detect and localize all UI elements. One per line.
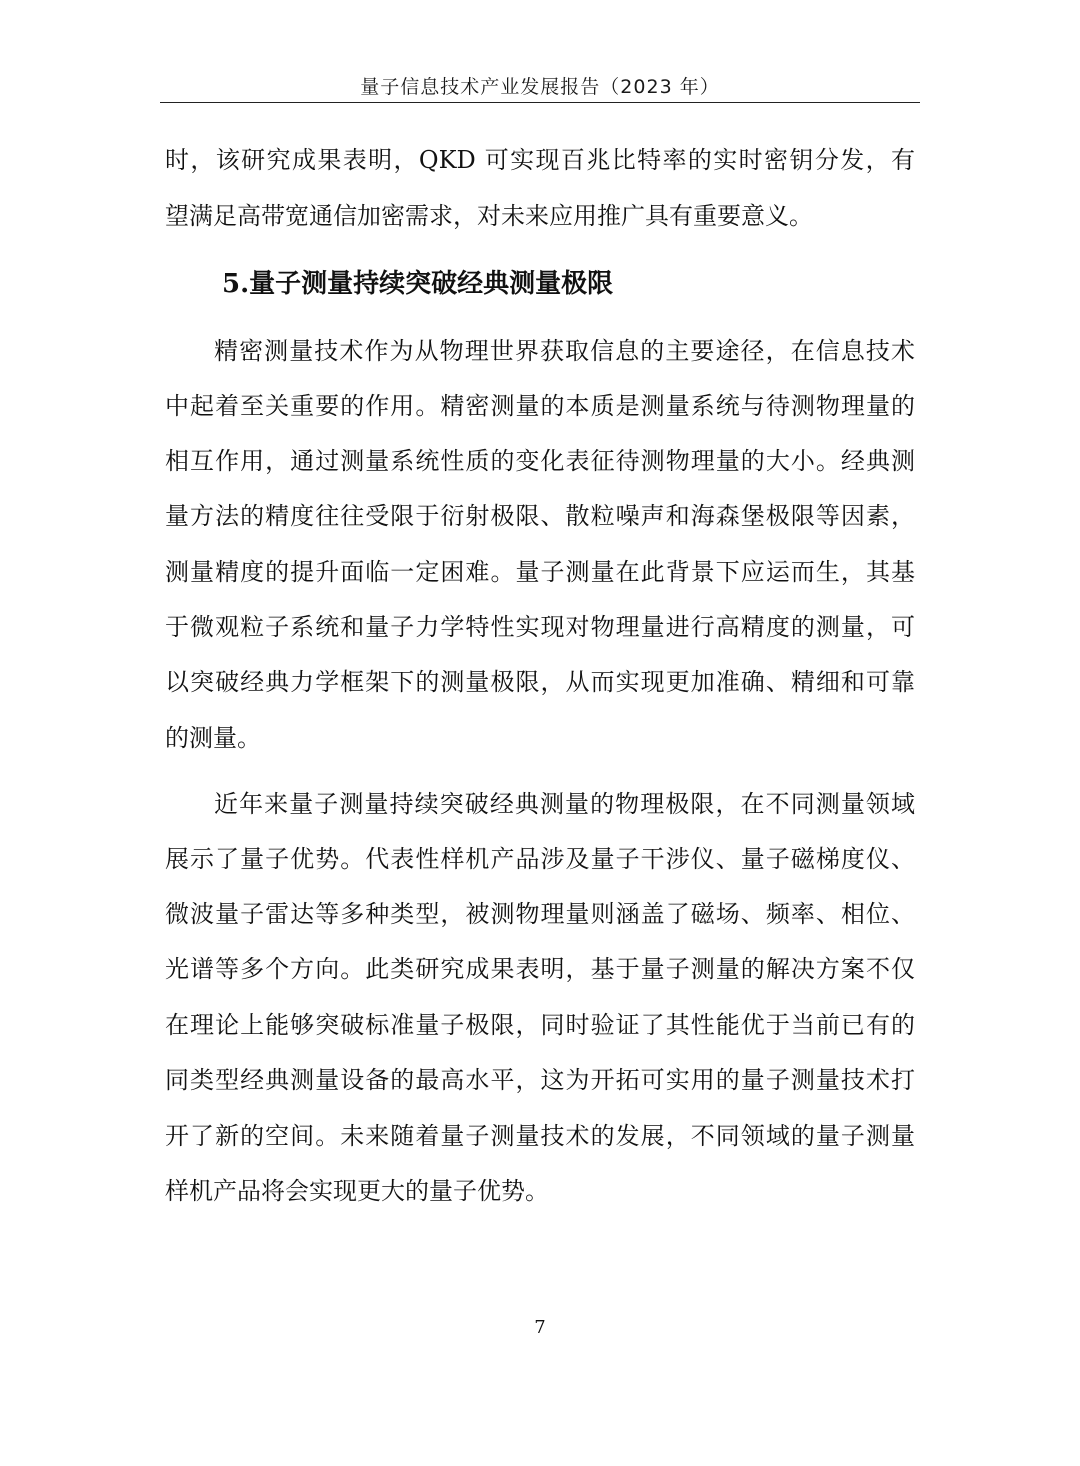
text-line: 同类型经典测量设备的最高水平，这为开拓可实用的量子测量技术打 bbox=[165, 1066, 915, 1094]
text-line: 精密测量技术作为从物理世界获取信息的主要途径，在信息技术 bbox=[214, 337, 915, 365]
page-number: 7 bbox=[534, 1317, 546, 1338]
text-line: 样机产品将会实现更大的量子优势。 bbox=[165, 1177, 549, 1205]
text-line: 近年来量子测量持续突破经典测量的物理极限，在不同测量领域 bbox=[214, 790, 915, 818]
text-line: 光谱等多个方向。此类研究成果表明，基于量子测量的解决方案不仅 bbox=[165, 955, 915, 983]
text-line: 以突破经典力学框架下的测量极限，从而实现更加准确、精细和可靠 bbox=[165, 668, 915, 696]
text-line: 在理论上能够突破标准量子极限，同时验证了其性能优于当前已有的 bbox=[165, 1011, 915, 1039]
text-line: 测量精度的提升面临一定困难。量子测量在此背景下应运而生，其基 bbox=[165, 558, 915, 586]
text-line: 望满足高带宽通信加密需求，对未来应用推广具有重要意义。 bbox=[165, 202, 813, 230]
text-line: 相互作用，通过测量系统性质的变化表征待测物理量的大小。经典测 bbox=[165, 447, 915, 475]
text-line: 展示了量子优势。代表性样机产品涉及量子干涉仪、量子磁梯度仪、 bbox=[165, 845, 915, 873]
running-header: 量子信息技术产业发展报告（2023 年） bbox=[360, 76, 720, 98]
header-divider bbox=[160, 102, 920, 103]
text-line: 开了新的空间。未来随着量子测量技术的发展，不同领域的量子测量 bbox=[165, 1122, 915, 1150]
text-line: 时，该研究成果表明，QKD 可实现百兆比特率的实时密钥分发，有 bbox=[165, 146, 915, 174]
text-line: 的测量。 bbox=[165, 724, 261, 752]
section-heading: 5.量子测量持续突破经典测量极限 bbox=[222, 269, 614, 299]
text-line: 中起着至关重要的作用。精密测量的本质是测量系统与待测物理量的 bbox=[165, 392, 915, 420]
text-line: 于微观粒子系统和量子力学特性实现对物理量进行高精度的测量，可 bbox=[165, 613, 915, 641]
text-line: 量方法的精度往往受限于衍射极限、散粒噪声和海森堡极限等因素， bbox=[165, 502, 915, 530]
text-line: 微波量子雷达等多种类型，被测物理量则涵盖了磁场、频率、相位、 bbox=[165, 900, 915, 928]
